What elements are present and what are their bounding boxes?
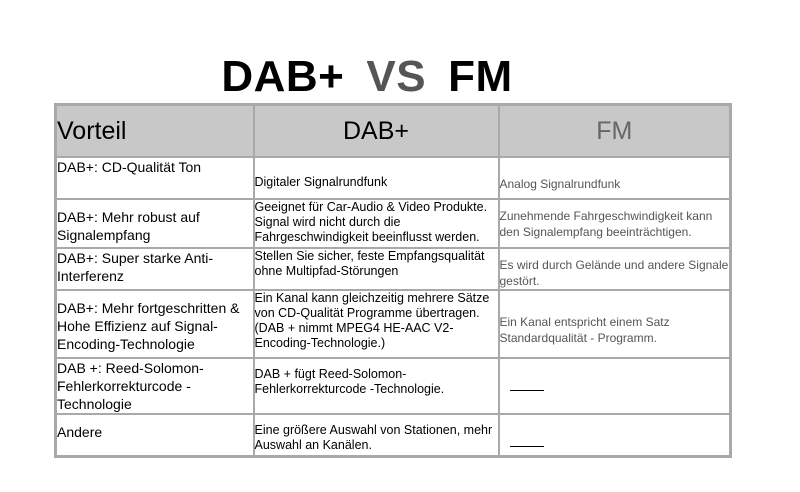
dab-cell: Geeignet für Car-Audio & Video Produkte. Signal wird nicht durch die Fahrgeschwindigkeit beeinflusst werden. <box>254 199 499 248</box>
dab-cell: Eine größere Auswahl von Stationen, mehr Auswahl an Kanälen. <box>254 414 499 456</box>
empty-dash <box>510 446 544 447</box>
fm-cell: Zunehmende Fahrgeschwindigkeit kann den Signalempfang beeinträchtigen. <box>499 199 731 248</box>
comparison-table <box>54 103 732 458</box>
dab-cell: Digitaler Signalrundfunk <box>254 157 499 199</box>
fm-cell: Es wird durch Gelände und andere Signale gestört. <box>499 248 731 290</box>
table-row <box>56 248 731 290</box>
advantage-cell: DAB+: Super starke Anti-Interferenz <box>56 248 254 290</box>
table-row <box>56 358 731 414</box>
table-row <box>56 414 731 456</box>
table-row <box>56 290 731 358</box>
page-title <box>0 52 734 102</box>
advantage-cell: DAB+: Mehr fortgeschritten & Hohe Effizienz auf Signal-Encoding-Technologie <box>56 290 254 358</box>
dab-cell: Stellen Sie sicher, feste Empfangsqualität ohne Multipfad-Störungen <box>254 248 499 290</box>
dab-cell: DAB + fügt Reed-Solomon-Fehlerkorrekturcode -Technologie. <box>254 358 499 414</box>
title-dab: DAB+ <box>221 52 345 101</box>
header-fm: FM <box>499 105 731 158</box>
title-fm: FM <box>448 52 513 101</box>
dab-cell: Ein Kanal kann gleichzeitig mehrere Sätze von CD-Qualität Programme übertragen. (DAB + nimmt MPEG4 HE-AAC V2-Encoding-Technologie.) <box>254 290 499 358</box>
fm-cell: Analog Signalrundfunk <box>499 157 731 199</box>
header-dab: DAB+ <box>254 105 499 158</box>
advantage-cell: Andere <box>56 414 254 456</box>
fm-cell <box>499 358 731 414</box>
fm-cell <box>499 414 731 456</box>
empty-dash <box>510 390 544 391</box>
table-row <box>56 157 731 199</box>
advantage-cell: DAB +: Reed-Solomon-Fehlerkorrekturcode -Technologie <box>56 358 254 414</box>
header-vorteil: Vorteil <box>56 105 254 158</box>
table-row <box>56 199 731 248</box>
advantage-cell: DAB+: Mehr robust auf Signalempfang <box>56 199 254 248</box>
table-header-row <box>56 105 731 158</box>
advantage-cell: DAB+: CD-Qualität Ton <box>56 157 254 199</box>
fm-cell: Ein Kanal entspricht einem Satz Standardqualität - Programm. <box>499 290 731 358</box>
title-vs: VS <box>366 52 427 101</box>
